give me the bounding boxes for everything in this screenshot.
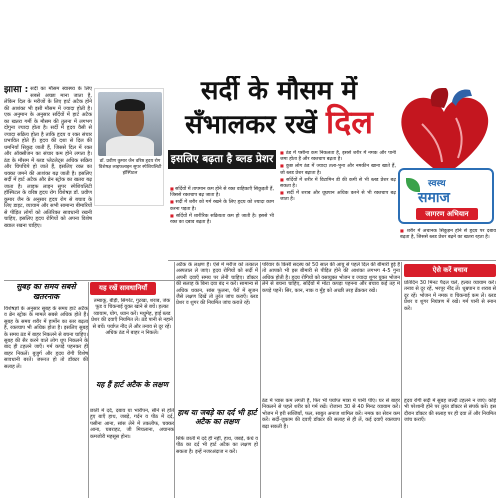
logo-tag: जागरण अभियान [416,208,478,220]
prevention-article-2 [404,398,496,498]
headline-line1: सर्दी के मौसम में [200,76,358,106]
doctor-photo-image [98,92,162,156]
divider [88,282,89,498]
bp-box [168,150,276,258]
intro-text-block [4,86,92,229]
col3-article [176,262,258,404]
col3-article-2 [176,436,258,498]
bp-item: ■ सर्दियों में शारीरिक सक्रियता कम हो जाती है। इससे भी रक्त का दबाव बढ़ता है। [170,213,274,226]
headline [168,76,390,146]
headline-line2 [168,103,390,141]
symptoms-title: यह हैं हार्ट अटैक के लक्षण [96,380,168,389]
bp-box-title: इसलिए बढ़ता है ब्लड प्रेशर [168,150,276,169]
col3-title: हाथ या जबड़े का दर्द भी हार्ट अटैक का लक्षण [177,408,257,426]
logo-main: समाज [418,190,450,206]
bp-mid-item: ■ ठंड में पसीना कम निकलता है, इससे शरीर में नमक और पानी जमा होता है और रक्तचाप बढ़ता है। [280,150,396,163]
intro-text: सर्दी का मौसम स्वास्थ्य के लिए सबसे अच्छा माना जाता है, लेकिन दिल के मरीजों के लिए हार्ट अटैक होने की आशंका भी इसी मौसम में ज्यादा होती है। एक अनुमान के अनुसार सर्दियों में हार्ट अटैक का खतरा गर्मी के मौसम की तुलना में लगभग दोगुना ज्यादा होता है। सर्दी में हृदय वैसी से ज्यादा सक्रिय होता है ताकि हृदय व रक्त संचार प्रभावित होते हैं। हृदय की दशा से दिल की धमनियाँ सिकुड़ जाती हैं, जिससे दिल में रक्त और ऑक्सीजन का संचार कम होने लगता है। ठंड के मौसम में ब्लड प्लेटलेट्स अधिक सक्रिय और चिपचिपे हो जाते हैं, इसलिए रक्त का थक्का जमने की आशंका बढ़ जाती है। इसलिए सर्दी में हार्ट अटैक और ब्रेन स्ट्रोक का खतरा बढ़ जाता है। लाइफ लाइन सुपर स्पेशियलिटी हॉस्पिटल के वरिष्ठ हृदय रोग विशेषज्ञ डॉ. प्रवीण कुमार जैन के अनुसार हृदय रोग से बचाव के लिए डाइट, व्यायाम और सभी सामान्य बीमारियों से पीड़ित लोगों को अतिरिक्त सावधानी रखनी चाहिए, इसलिए हृदय रोगियों को अपना विशेष ख्याल रखना चाहिए। [4,86,92,229]
col4-article-2 [262,398,400,498]
divider [401,262,402,498]
doctor-photo [94,88,164,206]
prevention-text: प्रतिदिन 30 मिनट पैदल चलें, हल्का व्यायाम करें। तनाव से दूर रहें, भरपूर नींद लें। धूम्रपान व शराब से दूर रहें। भोजन में नमक व चिकनाई कम लें। ब्लड प्रेशर व शुगर नियंत्रण में रखें। गर्म पानी से स्नान करें। [404,280,496,312]
headline-line2-text: सँभालकर रखें [185,110,317,140]
intro-lead: झाँसी : [4,86,29,95]
precautions-article [90,298,174,378]
divider [260,262,261,498]
precautions-text: तम्बाकू, बीड़ी, सिगरेट, गुटखा, शराब, जंक फूड व चिकनाई युक्त खाने से बचें। हल्का व्यायाम, योग, ध्यान करें। मधुमेह, हाई ब्लड प्रेशर की दवाएँ नियमित लें। ठंडे पानी से नहाने से बचें। पर्याप्त नींद लें और तनाव से दूर रहें। अधिक ठंड में बाहर न निकलें। [91,298,173,337]
col4-article [262,262,400,396]
symptoms-article [90,408,174,498]
bp-mid-item: ■ सर्दियों में शरीर में विटामिन डी की कमी से भी ब्लड प्रेशर बढ़ सकता है। [280,177,396,190]
precautions-badge: यह रखें सावधानियाँ [90,282,156,295]
bp-mid-list [280,150,396,258]
prevention-text-2: हृदय रोगी सर्दी में सुबह जल्दी टहलने न जाएं। कोई भी परेशानी होने पर तुरंत डॉक्टर से संपर्क करें। इस दौरान डॉक्टर की सलाह पर ही दवा लें और नियमित जांच कराएँ। [404,398,496,424]
headline-highlight: दिल [325,103,373,141]
col3-text: अटैक के लक्षण हैं। ऐसे में मरीज को तत्काल अस्पताल ले जाएं। हृदय रोगियों को सर्दी में अपनी दवाएँ समय पर लेनी चाहिए। डॉक्टर की सलाह के बिना दवा बंद न करें। सामान्य से अधिक थकान, सांस फूलना, पैरों में सूजन जैसे लक्षण दिखें तो तुरंत जांच कराएँ। ब्लड प्रेशर व शुगर की नियमित जांच कराते रहें। [176,262,258,307]
col3-text-2: सिर्फ छाती में दर्द ही नहीं, हाथ, जबड़े, कंधे व पीठ का दर्द भी हार्ट अटैक का लक्षण हो सकता है। इन्हें नजरअंदाज न करें। [176,436,258,455]
prevention-badge: ऐसे करें बचाव [404,264,496,277]
logo-top: स्वस्थ [428,179,446,189]
divider [168,260,496,261]
morning-risk-text: विशेषज्ञों के अनुसार सुबह के समय हार्ट अटैक व ब्रेन स्ट्रोक के मामले सबसे अधिक होते हैं। सुबह के समय शरीर में हार्मोन का स्तर बढ़ता है, रक्तचाप भी अधिक होता है। इसलिए सुबह के समय ठंड में बाहर निकलने से बचना चाहिए। सुबह की सैर करने वाले लोग धूप निकलने के बाद ही टहलने जाएँ। गर्म कपड़े पहनकर ही बाहर निकलें। बुजुर्ग और हृदय रोगी विशेष सावधानी बरतें। जरूरत हो तो डॉक्टर की सलाह लें। [4,306,88,370]
bp-mid-item: ■ सर्दी में शराब और धूम्रपान अधिक करने से भी रक्तचाप बढ़ जाता है। [280,190,396,203]
col4-text: परिवार के किसी सदस्य को 50 साल की आयु से पहले दिल की बीमारी हुई है तो आपको भी इस बीमारी से पीड़ित होने की आशंका लगभग 4-5 गुना अधिक होती है। हृदय रोगियों को वसायुक्त भोजन व ज्यादा शुगर युक्त भोजन लेने से बचना चाहिए, सर्दियों में मोटा कपड़ा पहनना और बचाव कई तह में कपड़े पहनें। सिर, कान, नाक व मुँह को अच्छी तरह ढँककर रखें। [262,262,400,294]
prevention-article [404,280,496,396]
bp-item: ■ सर्दी में शरीर को गर्म रखने के लिए हृदय को ज्यादा काम करना पड़ता है। [170,199,274,212]
bp-right-note [400,228,496,264]
bp-right-text: ■ शरीर में अचानक सिकुड़न होने से हृदय पर दबाव बढ़ता है, जिससे ब्लड प्रेशर बढ़ने का खतरा रहता है। [400,228,496,241]
bp-mid-item: ■ कुछ लोग ठंड में ज्यादा तला-भुना और नमकीन खाना खाते हैं, जो ब्लड प्रेशर बढ़ाता है। [280,163,396,176]
doctor-photo-caption: डॉ. प्रवीण कुमार जैन वरिष्ठ हृदय रोग विशेषज्ञ लाइफलाइन सुपर स्पेशियलिटी हॉस्पिटल [98,159,162,176]
morning-risk-article [4,306,88,496]
symptoms-text: छाती में दर्द, दबाव या भारीपन, सीने से होते हुए बाएँ हाथ, जबड़े, गर्दन व पीठ में दर्द, पसीना आना, सांस लेने में तकलीफ, चक्कर आना, घबराहट, जी मिचलाना, अचानक कमजोरी महसूस होना। [90,408,174,440]
morning-risk-title: सुबह का समय सबसे खतरनाक [16,282,76,301]
col4-text-2: ठंड में प्यास कम लगती है, फिर भी पर्याप्त मात्रा में पानी पीएं। घर से बाहर निकलने से पहले शरीर को गर्म रखें। रोजाना 30 से 40 मिनट व्यायाम करें। भोजन में हरी सब्जियाँ, फल, साबुत अनाज शामिल करें। नमक का सेवन कम करें। सर्दी-जुकाम की दवाएँ डॉक्टर की सलाह से ही लें, कई दवाएँ रक्तचाप बढ़ा सकती हैं। [262,398,400,430]
swasth-samaj-logo [398,168,494,224]
bp-item: ■ सर्दियों में तापमान कम होने से रक्त वाहिकाएँ सिकुड़ती हैं, जिससे रक्तचाप बढ़ जाता है। [170,186,274,199]
divider [174,262,175,498]
